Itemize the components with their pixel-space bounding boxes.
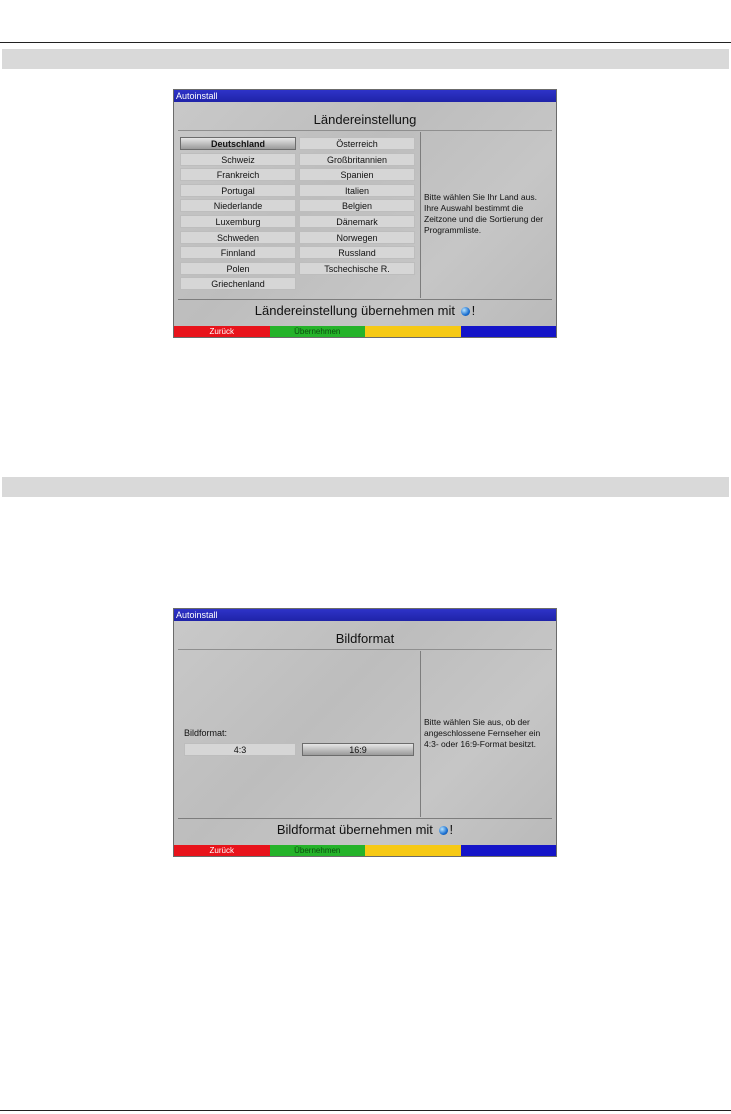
country-option[interactable]: Spanien <box>299 168 415 181</box>
footer-hint <box>174 821 556 839</box>
country-option[interactable]: Belgien <box>299 199 415 212</box>
footer-hint-text: Ländereinstellung übernehmen mit <box>254 303 455 318</box>
footer-hint-end: ! <box>449 822 454 837</box>
country-option[interactable]: Schweden <box>180 231 296 244</box>
country-option[interactable]: Frankreich <box>180 168 296 181</box>
country-option[interactable]: Norwegen <box>299 231 415 244</box>
section-band-2 <box>2 477 729 497</box>
country-settings-screen <box>173 89 557 338</box>
footer-hint-end: ! <box>471 303 476 318</box>
section-band-1 <box>2 49 729 69</box>
country-option[interactable]: Russland <box>299 246 415 259</box>
green-button[interactable]: Übernehmen <box>270 845 366 856</box>
country-option[interactable]: Niederlande <box>180 199 296 212</box>
country-option[interactable]: Finnland <box>180 246 296 259</box>
country-option[interactable]: Tschechische R. <box>299 262 415 275</box>
window-title: Autoinstall <box>174 90 556 102</box>
country-option[interactable]: Luxemburg <box>180 215 296 228</box>
format-option[interactable]: 4:3 <box>184 743 296 756</box>
country-option[interactable]: Schweiz <box>180 153 296 166</box>
format-option[interactable]: 16:9 <box>302 743 414 756</box>
green-button[interactable]: Übernehmen <box>270 326 366 337</box>
country-option[interactable]: Österreich <box>299 137 415 150</box>
country-option[interactable]: Portugal <box>180 184 296 197</box>
color-key-bar <box>174 326 556 337</box>
red-button[interactable]: Zurück <box>174 326 270 337</box>
footer-hint <box>174 302 556 320</box>
country-option[interactable]: Griechenland <box>180 277 296 290</box>
format-field-label: Bildformat: <box>184 728 228 738</box>
blue-button[interactable] <box>461 845 557 856</box>
country-option[interactable]: Großbritannien <box>299 153 415 166</box>
bottom-rule <box>0 1110 731 1111</box>
column-divider <box>420 132 421 298</box>
country-option[interactable]: Italien <box>299 184 415 197</box>
country-option[interactable]: Dänemark <box>299 215 415 228</box>
country-option[interactable]: Polen <box>180 262 296 275</box>
footer-divider <box>178 299 552 300</box>
blue-button[interactable] <box>461 326 557 337</box>
column-divider <box>420 651 421 817</box>
screen-heading: Ländereinstellung <box>178 110 552 131</box>
info-text: Bitte wählen Sie aus, ob der angeschlossene Fernseher ein 4:3- oder 16:9-Format besitzt. <box>424 717 541 749</box>
yellow-button[interactable] <box>365 845 461 856</box>
screen-heading: Bildformat <box>178 629 552 650</box>
picture-format-screen <box>173 608 557 857</box>
top-rule <box>0 42 731 43</box>
red-button[interactable]: Zurück <box>174 845 270 856</box>
footer-divider <box>178 818 552 819</box>
yellow-button[interactable] <box>365 326 461 337</box>
ok-dot-icon <box>439 826 448 835</box>
country-option[interactable]: Deutschland <box>180 137 296 150</box>
info-text: Bitte wählen Sie Ihr Land aus. Ihre Auswahl bestimmt die Zeitzone und die Sortierung der Programmliste. <box>424 192 544 235</box>
color-key-bar <box>174 845 556 856</box>
ok-dot-icon <box>461 307 470 316</box>
window-title: Autoinstall <box>174 609 556 621</box>
footer-hint-text: Bildformat übernehmen mit <box>276 822 433 837</box>
